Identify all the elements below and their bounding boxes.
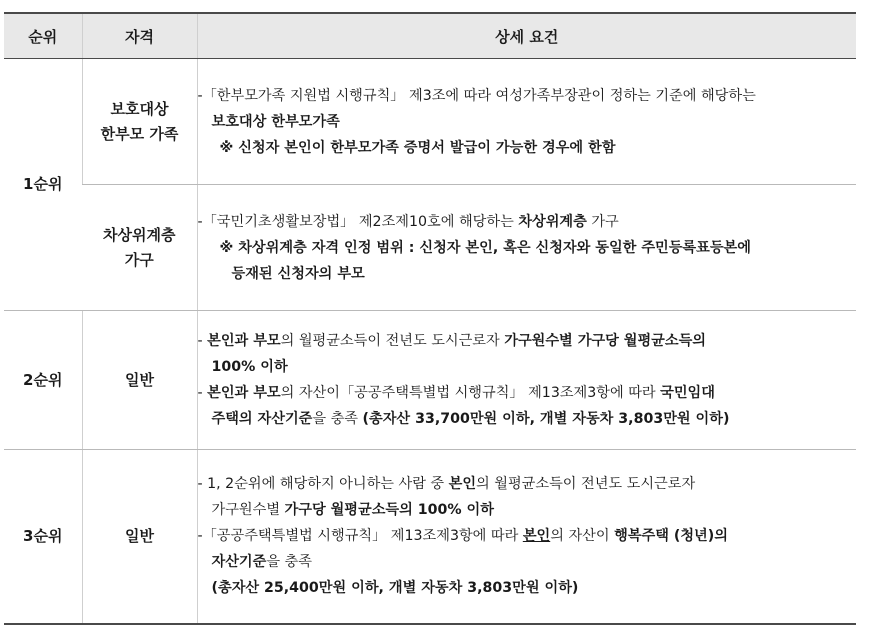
rank-cell: 3순위 [4, 450, 82, 624]
qualification-cell [82, 59, 197, 185]
table-row [4, 311, 856, 450]
qualification-cell: 일반 [82, 450, 197, 624]
note-line: ※ 신청자 본인이 한부모가족 증명서 발급이 가능한 경우에 한함 [219, 139, 616, 156]
header-detail: 상세 요건 [197, 13, 856, 59]
qualification-cell: 일반 [82, 311, 197, 450]
header-rank: 순위 [4, 13, 82, 59]
detail-line: 보호대상 한부모가족 [211, 113, 340, 130]
table-row [4, 185, 856, 311]
qualification-line: 보호대상 [110, 99, 169, 118]
detail-line: 100% 이하 [211, 359, 288, 375]
detail-cell [197, 59, 856, 185]
qualification-cell [82, 185, 197, 311]
note-line: 등재된 신청자의 부모 [231, 265, 365, 282]
rank-cell: 1순위 [4, 59, 82, 311]
detail-line: 자산기준을 충족 [211, 554, 312, 571]
qualification-line: 가구 [124, 250, 154, 269]
header-row [4, 13, 856, 59]
table-row [4, 450, 856, 624]
detail-cell [197, 185, 856, 311]
detail-line: -「국민기초생활보장법」 제2조제10호에 해당하는 차상위계층 가구 [197, 213, 619, 230]
header-qualification: 자격 [82, 13, 197, 59]
detail-line: (총자산 25,400만원 이하, 개별 자동차 3,803만원 이하) [211, 580, 579, 597]
note-line: ※ 차상위계층 자격 인정 범위 : 신청자 본인, 혹은 신청자와 동일한 주민등록표등본에 [219, 239, 751, 256]
qualification-line: 한부모 가족 [100, 124, 179, 143]
detail-cell [197, 450, 856, 624]
rank-cell: 2순위 [4, 311, 82, 450]
detail-line: -「한부모가족 지원법 시행규칙」 제3조에 따라 여성가족부장관이 정하는 기준에 해당하는 [197, 87, 756, 104]
detail-line: 가구원수별 가구당 월평균소득의 100% 이하 [211, 502, 494, 519]
detail-line: - 1, 2순위에 해당하지 아니하는 사람 중 본인의 월평균소득이 전년도 도시근로자 [197, 476, 696, 493]
detail-line: -「공공주택특별법 시행규칙」 제13조제3항에 따라 본인의 자산이 행복주택 (청년)의 [197, 528, 728, 545]
detail-line: 주택의 자산기준을 충족 (총자산 33,700만원 이하, 개별 자동차 3,803만원 이하) [211, 411, 730, 427]
detail-cell [197, 311, 856, 450]
qualification-line: 차상위계층 [103, 225, 176, 244]
detail-line: - 본인과 부모의 월평균소득이 전년도 도시근로자 가구원수별 가구당 월평균소득의 [197, 333, 706, 349]
eligibility-table [4, 12, 856, 625]
table-row [4, 59, 856, 185]
detail-line: - 본인과 부모의 자산이「공공주택특별법 시행규칙」 제13조제3항에 따라 국민임대 [197, 385, 715, 401]
